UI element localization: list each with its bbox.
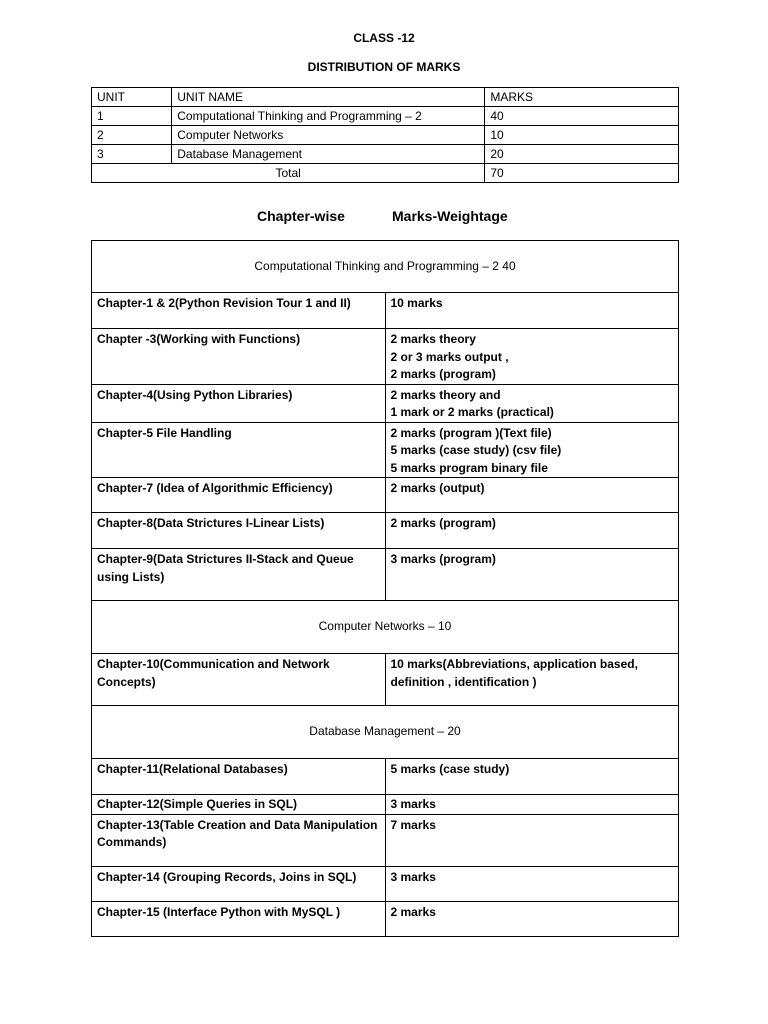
chapter-cell: Chapter-9(Data Strictures II-Stack and Queue using Lists) bbox=[92, 549, 386, 601]
section-row bbox=[92, 601, 679, 654]
marks-cell: 2 marks theory and 1 mark or 2 marks (practical) bbox=[385, 384, 679, 422]
unit-marks: 20 bbox=[485, 145, 679, 164]
unit-name: Database Management bbox=[172, 145, 485, 164]
unit-number: 3 bbox=[92, 145, 172, 164]
total-value: 70 bbox=[485, 164, 679, 183]
header-marks: MARKS bbox=[485, 88, 679, 107]
marks-cell: 2 marks bbox=[385, 901, 679, 936]
table-row bbox=[92, 866, 679, 901]
table-row bbox=[92, 549, 679, 601]
chapter-cell: Chapter-4(Using Python Libraries) bbox=[92, 384, 386, 422]
chapter-cell: Chapter-5 File Handling bbox=[92, 422, 386, 478]
marks-cell: 5 marks (case study) bbox=[385, 759, 679, 795]
table-row bbox=[92, 901, 679, 936]
unit-marks: 10 bbox=[485, 126, 679, 145]
class-title: CLASS -12 bbox=[353, 31, 415, 45]
marks-cell: 10 marks bbox=[385, 293, 679, 329]
table-header-row bbox=[92, 88, 679, 107]
distribution-table bbox=[91, 87, 679, 183]
marks-cell: 10 marks(Abbreviations, application based, definition , identification ) bbox=[385, 654, 679, 706]
weightage-table bbox=[91, 240, 679, 937]
section-title: Database Management – 20 bbox=[92, 706, 679, 759]
weightage-heading-left: Chapter-wise bbox=[257, 208, 345, 224]
chapter-cell: Chapter-15 (Interface Python with MySQL ) bbox=[92, 901, 386, 936]
unit-marks: 40 bbox=[485, 107, 679, 126]
marks-cell: 2 marks (output) bbox=[385, 478, 679, 513]
table-row bbox=[92, 293, 679, 329]
unit-number: 1 bbox=[92, 107, 172, 126]
marks-cell: 3 marks bbox=[385, 795, 679, 815]
total-label: Total bbox=[92, 164, 485, 183]
chapter-cell: Chapter-1 & 2(Python Revision Tour 1 and II) bbox=[92, 293, 386, 329]
table-row bbox=[92, 795, 679, 815]
chapter-cell: Chapter-14 (Grouping Records, Joins in SQL) bbox=[92, 866, 386, 901]
chapter-cell: Chapter-7 (Idea of Algorithmic Efficiency) bbox=[92, 478, 386, 513]
unit-name: Computer Networks bbox=[172, 126, 485, 145]
table-row bbox=[92, 384, 679, 422]
table-row bbox=[92, 422, 679, 478]
chapter-cell: Chapter-13(Table Creation and Data Manipulation Commands) bbox=[92, 814, 386, 866]
distribution-title: DISTRIBUTION OF MARKS bbox=[307, 60, 461, 74]
table-row bbox=[92, 107, 679, 126]
table-row bbox=[92, 126, 679, 145]
table-row bbox=[92, 145, 679, 164]
chapter-cell: Chapter-10(Communication and Network Concepts) bbox=[92, 654, 386, 706]
marks-cell: 7 marks bbox=[385, 814, 679, 866]
marks-cell: 2 marks (program )(Text file) 5 marks (case study) (csv file) 5 marks program binary file bbox=[385, 422, 679, 478]
chapter-cell: Chapter-11(Relational Databases) bbox=[92, 759, 386, 795]
header-unit-name: UNIT NAME bbox=[172, 88, 485, 107]
chapter-cell: Chapter-12(Simple Queries in SQL) bbox=[92, 795, 386, 815]
table-row bbox=[92, 654, 679, 706]
chapter-cell: Chapter -3(Working with Functions) bbox=[92, 329, 386, 385]
table-row bbox=[92, 759, 679, 795]
marks-cell: 3 marks bbox=[385, 866, 679, 901]
unit-number: 2 bbox=[92, 126, 172, 145]
total-row bbox=[92, 164, 679, 183]
header-unit: UNIT bbox=[92, 88, 172, 107]
table-row bbox=[92, 329, 679, 385]
marks-cell: 2 marks theory 2 or 3 marks output , 2 marks (program) bbox=[385, 329, 679, 385]
chapter-cell: Chapter-8(Data Strictures I-Linear Lists) bbox=[92, 513, 386, 549]
section-row bbox=[92, 241, 679, 293]
table-row bbox=[92, 814, 679, 866]
section-row bbox=[92, 706, 679, 759]
table-row bbox=[92, 513, 679, 549]
marks-cell: 3 marks (program) bbox=[385, 549, 679, 601]
marks-cell: 2 marks (program) bbox=[385, 513, 679, 549]
table-row bbox=[92, 478, 679, 513]
section-title: Computational Thinking and Programming – 2 40 bbox=[92, 241, 679, 293]
weightage-heading-right: Marks-Weightage bbox=[392, 208, 508, 224]
section-title: Computer Networks – 10 bbox=[92, 601, 679, 654]
unit-name: Computational Thinking and Programming – 2 bbox=[172, 107, 485, 126]
